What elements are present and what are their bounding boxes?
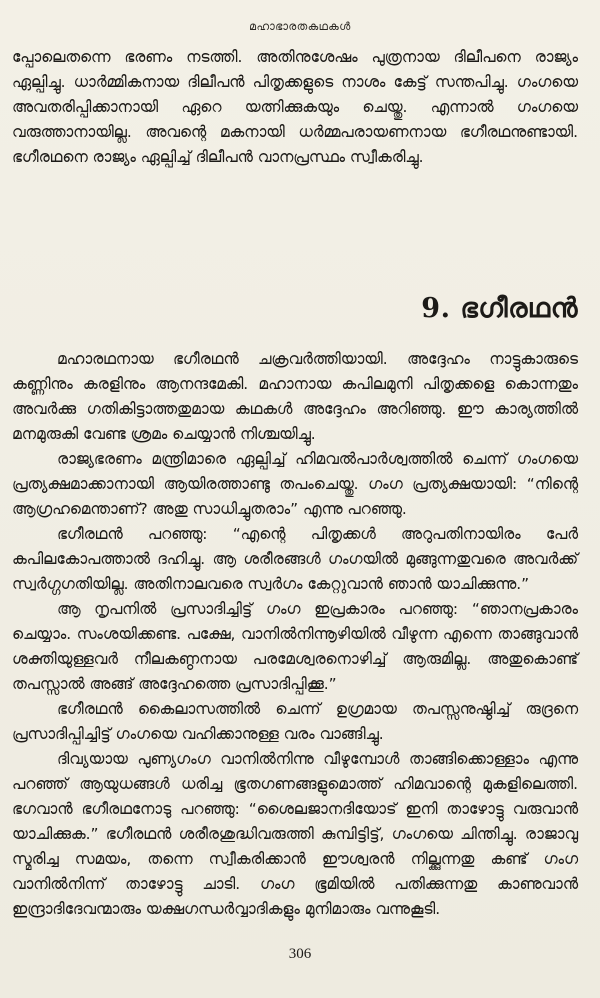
paragraph: മഹാരഥനായ ഭഗീരഥൻ ചക്രവർത്തിയായി. അദ്ദേഹം നാട്ടുകാരുടെ കണ്ണിനും കരളിനും ആനന്ദമേകി. മഹാനായ കപിലമുനി പിതൃക്കളെ കൊന്നതും അവർക്കു ഗതികിട്ടാത്തതുമായ കഥകൾ അദ്ദേഹം അറിഞ്ഞു. ഈ കാര്യത്തിൽ മനമുരുകി വേണ്ട ശ്രമം ചെയ്യാൻ നിശ്ചയിച്ചു.: [12, 350, 578, 443]
chapter-title: 9. ഭഗീരഥൻ: [421, 293, 578, 324]
opening-paragraph-block: [12, 45, 578, 170]
paragraph: ആ നൃപനിൽ പ്രസാദിച്ചിട്ട് ഗംഗ ഇപ്രകാരം പറഞ്ഞു: “ഞാനപ്രകാരം ചെയ്യാം. സംശയിക്കണ്ട. പക്ഷേ, വാനിൽനിന്നൂഴിയിൽ വീഴുന്ന എന്നെ താങ്ങുവാൻ ശക്തിയുള്ളവർ നീലകണ്ഠനായ പരമേശ്വരനൊഴിച്ച് ആരുമില്ല. അതുകൊണ്ട് തപസ്സാൽ അങ്ങ് അദ്ദേഹത്തെ പ്രസാദിപ്പിക്കൂ.”: [12, 600, 578, 693]
running-head: മഹാഭാരതകഥകൾ: [249, 20, 351, 33]
paragraph: ദിവ്യയായ പുണ്യഗംഗ വാനിൽനിന്നു വീഴുമ്പോൾ താങ്ങിക്കൊള്ളാം എന്നു പറഞ്ഞ് ആയുധങ്ങൾ ധരിച്ച ഭൂതഗണങ്ങളുമൊത്ത് ഹിമവാന്റെ മുകളിലെത്തി. ഭഗവാൻ ഭഗീരഥനോടു പറഞ്ഞു: “ശൈലജാനദിയോട് ഇനി താഴോട്ടു വരുവാൻ യാചിക്കുക.” ഭഗീരഥൻ ശരീരശുദ്ധിവരുത്തി കുമ്പിട്ടിട്ട്, ഗംഗയെ ചിന്തിച്ചു. രാജാവു സ്മരിച്ച സമയം, തന്നെ സ്വീകരിക്കാൻ ഈശ്വരൻ നില്ക്കുന്നതു കണ്ട് ഗംഗ വാനിൽനിന്ന് താഴോട്ടു ചാടി. ഗംഗ ഭൂമിയിൽ പതിക്കുന്നതു കാണുവാൻ ഇന്ദ്രാദിദേവന്മാരും യക്ഷഗന്ധർവ്വാദികളും മുനിമാരും വന്നുകൂടി.: [12, 750, 578, 918]
chapter-body: [12, 347, 578, 922]
paragraph: ഭഗീരഥൻ പറഞ്ഞു: “എന്റെ പിതൃക്കൾ അറുപതിനായിരം പേർ കപിലകോപത്താൽ ദഹിച്ചു. ആ ശരീരങ്ങൾ ഗംഗയിൽ മുങ്ങുന്നതുവരെ അവർക്ക് സ്വർഗ്ഗഗതിയില്ല. അതിനാലവരെ സ്വർഗം കേറ്റുവാൻ ഞാൻ യാചിക്കുന്നു.”: [12, 525, 578, 593]
page-number: 306: [288, 946, 312, 962]
paragraph: രാജ്യഭരണം മന്ത്രിമാരെ ഏല്പിച്ച് ഹിമവൽപാർശ്വത്തിൽ ചെന്ന് ഗംഗയെ പ്രത്യക്ഷമാക്കാനായി ആയിരത്താണ്ടു തപംചെയ്തു. ഗംഗ പ്രത്യക്ഷയായി: “നിന്റെ ആഗ്രഹമെന്താണ്? അതു സാധിച്ചുതരാം” എന്നു പറഞ്ഞു.: [12, 450, 578, 518]
paragraph: ഭഗീരഥൻ കൈലാസത്തിൽ ചെന്ന് ഉഗ്രമായ തപസ്സനുഷ്ഠിച്ച് രുദ്രനെ പ്രസാദിപ്പിച്ചിട്ട് ഗംഗയെ വഹിക്കാനുള്ള വരം വാങ്ങിച്ചു.: [12, 700, 578, 743]
opening-paragraph: പ്പോലെതന്നെ ഭരണം നടത്തി. അതിനുശേഷം പുത്രനായ ദിലീപനെ രാജ്യം ഏല്പിച്ചു. ധാർമ്മികനായ ദിലീപൻ പിതൃക്കളുടെ നാശം കേട്ട് സന്തപിച്ചു. ഗംഗയെ അവതരിപ്പിക്കാനായി ഏറെ യത്നിക്കുകയും ചെയ്തു. എന്നാൽ ഗംഗയെ വരുത്താനായില്ല. അവന്റെ മകനായി ധർമ്മപരായണനായ ഭഗീരഥനുണ്ടായി. ഭഗീരഥനെ രാജ്യം ഏല്പിച്ച് ദിലീപൻ വാനപ്രസ്ഥം സ്വീകരിച്ചു.: [12, 48, 578, 166]
